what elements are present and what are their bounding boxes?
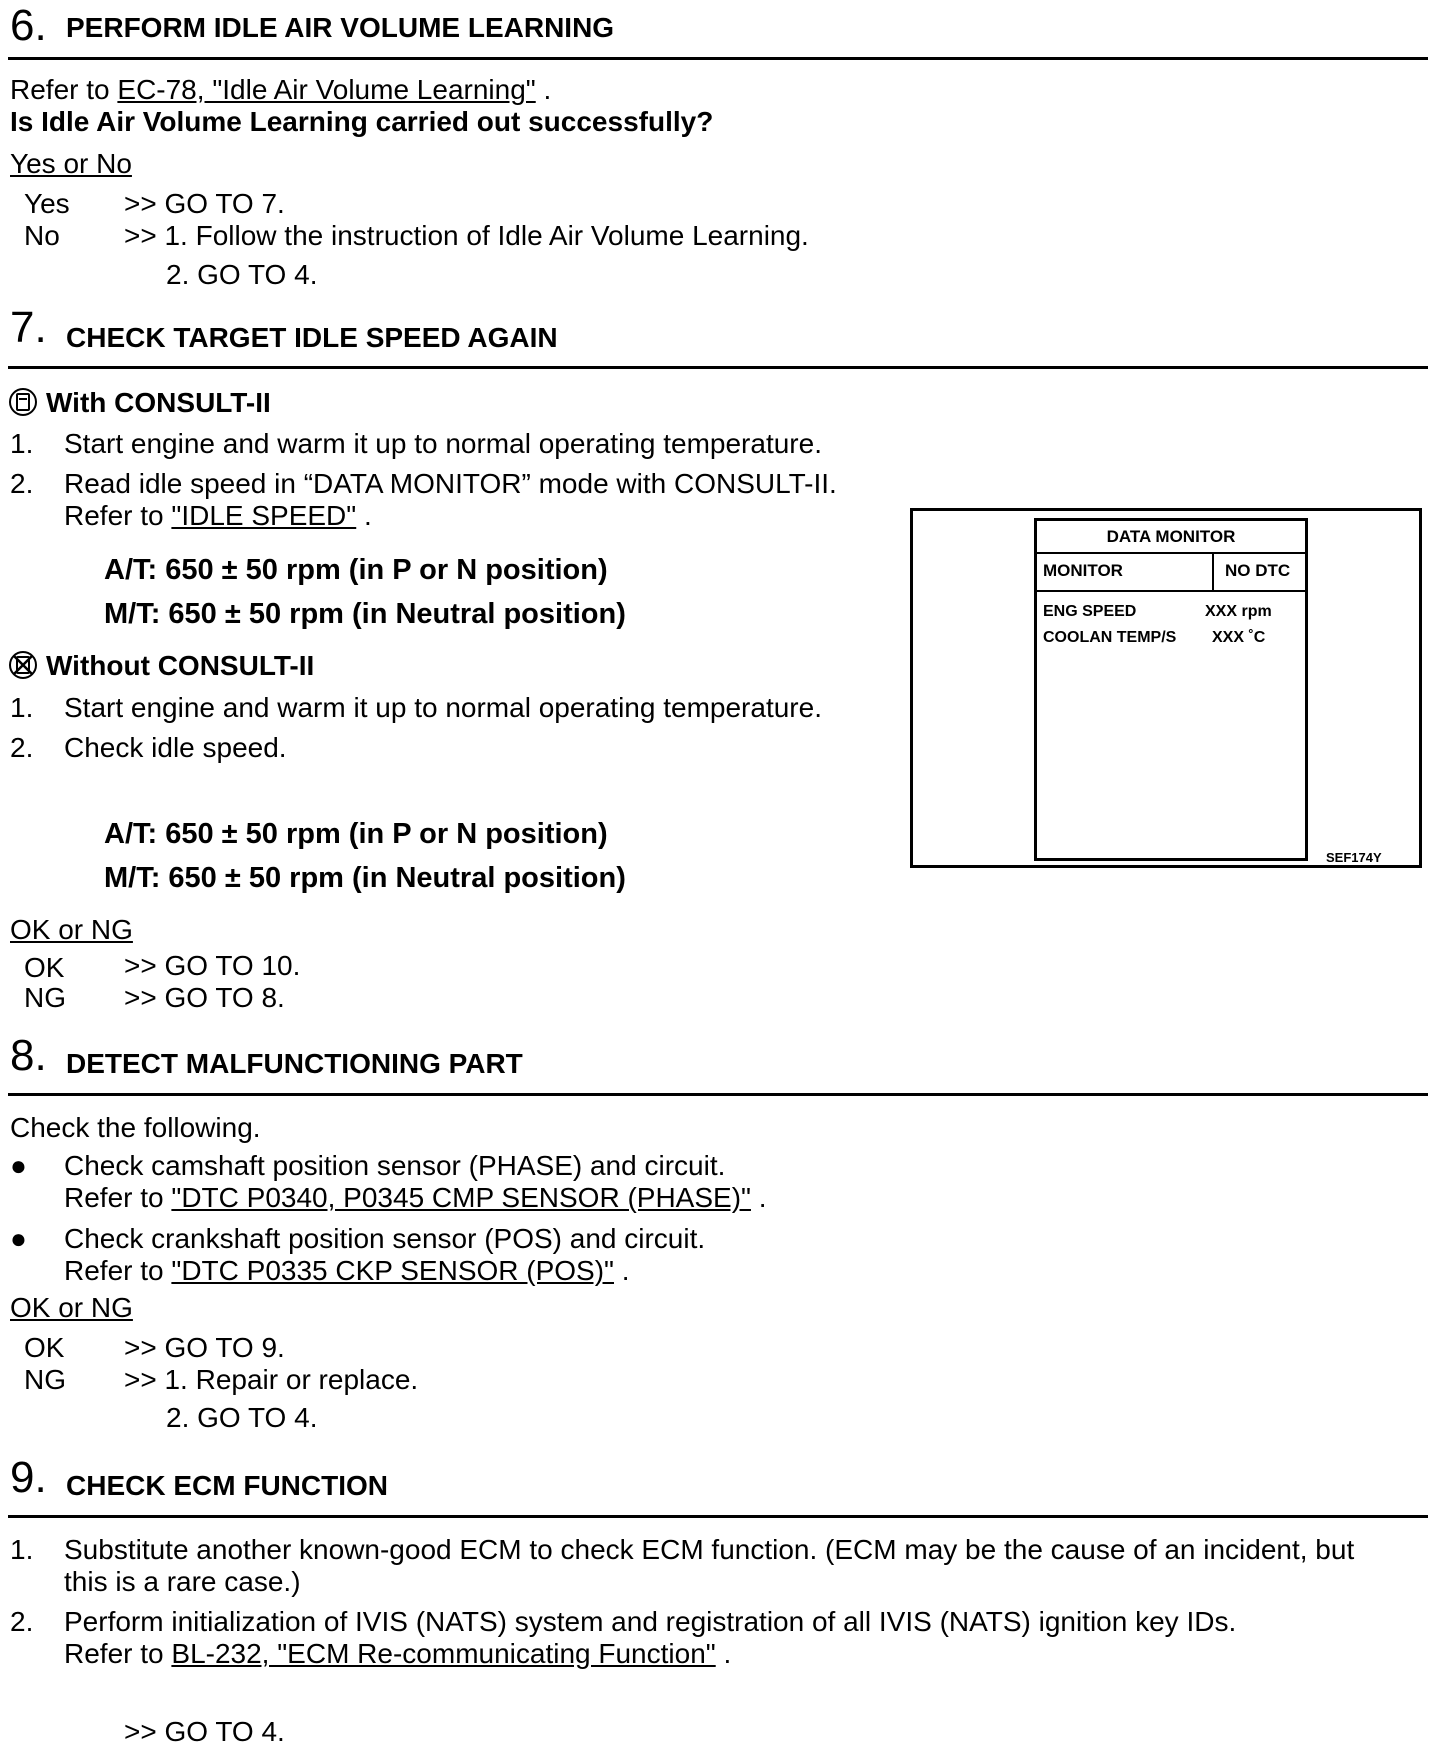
without-step-2-number: 2. <box>10 732 34 763</box>
step-8-choice-label: OK or NG <box>10 1292 133 1323</box>
step-6-no-action-2: 2. GO TO 4. <box>166 259 318 290</box>
data-monitor-screen <box>1034 518 1308 861</box>
ecm-step-1-text-cont: this is a rare case.) <box>64 1566 301 1597</box>
coolant-temp-label: COOLAN TEMP/S <box>1043 629 1177 646</box>
monitor-column-header: MONITOR <box>1043 561 1123 580</box>
step-8-ng-action-2: 2. GO TO 4. <box>166 1402 318 1433</box>
spec-mt-with-consult: M/T: 650 ± 50 rpm (in Neutral position) <box>104 598 626 630</box>
eng-speed-value: XXX rpm <box>1205 603 1272 620</box>
without-step-1-number: 1. <box>10 692 34 723</box>
header-separator <box>1212 552 1214 590</box>
step-7-ng-key: NG <box>24 982 66 1013</box>
step-6-divider <box>8 57 1428 60</box>
cmp-sensor-link[interactable]: "DTC P0340, P0345 CMP SENSOR (PHASE)" <box>171 1182 751 1213</box>
bullet-2-refer: Refer to "DTC P0335 CKP SENSOR (POS)" . <box>64 1255 630 1286</box>
figure-code: SEF174Y <box>1326 850 1382 865</box>
with-step-1-text: Start engine and warm it up to normal operating temperature. <box>64 428 822 459</box>
step-8-ok-key: OK <box>24 1332 65 1363</box>
with-step-2-text: Read idle speed in “DATA MONITOR” mode with CONSULT-II. <box>64 468 837 499</box>
bullet-2-text: Check crankshaft position sensor (POS) and circuit. <box>64 1223 706 1254</box>
step-8-ng-key: NG <box>24 1364 66 1395</box>
with-step-2-number: 2. <box>10 468 34 499</box>
step-6-no-action: >> 1. Follow the instruction of Idle Air Volume Learning. <box>124 220 809 251</box>
step-8-ok-action: >> GO TO 9. <box>124 1332 285 1363</box>
with-step-1-number: 1. <box>10 428 34 459</box>
with-consult-heading: With CONSULT-II <box>8 387 271 419</box>
step-9-number: 9. <box>10 1453 47 1502</box>
step-8-intro: Check the following. <box>10 1112 261 1143</box>
ecm-step-2-text: Perform initialization of IVIS (NATS) system and registration of all IVIS (NATS) ignition key IDs. <box>64 1606 1237 1637</box>
consult-icon <box>8 387 38 417</box>
spec-at-with-consult: A/T: 650 ± 50 rpm (in P or N position) <box>104 554 608 586</box>
spec-mt-without-consult: M/T: 650 ± 50 rpm (in Neutral position) <box>104 862 626 894</box>
eng-speed-label: ENG SPEED <box>1043 603 1137 620</box>
step-9-title: CHECK ECM FUNCTION <box>66 1470 388 1501</box>
without-consult-heading: Without CONSULT-II <box>8 650 314 682</box>
ecm-step-1-text: Substitute another known-good ECM to check ECM function. (ECM may be the cause of an incident, but <box>64 1534 1355 1565</box>
step-6-no-key: No <box>24 220 60 251</box>
no-dtc-column-header: NO DTC <box>1225 561 1291 580</box>
step-6-refer: Refer to EC-78, "Idle Air Volume Learning" . <box>10 74 552 105</box>
coolant-temp-value: XXX ˚C <box>1212 629 1266 646</box>
ecm-recommunicating-link[interactable]: BL-232, "ECM Re-communicating Function" <box>171 1638 716 1669</box>
step-6-question: Is Idle Air Volume Learning carried out successfully? <box>10 106 714 137</box>
bullet-1-text: Check camshaft position sensor (PHASE) and circuit. <box>64 1150 726 1181</box>
step-7-title: CHECK TARGET IDLE SPEED AGAIN <box>66 322 558 353</box>
bullet-1-refer: Refer to "DTC P0340, P0345 CMP SENSOR (PHASE)" . <box>64 1182 767 1213</box>
step-8-title: DETECT MALFUNCTIONING PART <box>66 1048 523 1079</box>
spec-at-without-consult: A/T: 650 ± 50 rpm (in P or N position) <box>104 818 608 850</box>
idle-air-volume-learning-link[interactable]: EC-78, "Idle Air Volume Learning" <box>117 74 536 105</box>
step-8-ng-action: >> 1. Repair or replace. <box>124 1364 419 1395</box>
ecm-step-1-number: 1. <box>10 1534 34 1565</box>
step-7-divider <box>8 366 1428 369</box>
step-7-number: 7. <box>10 303 47 352</box>
data-monitor-header <box>1037 552 1305 592</box>
step-9-final-action: >> GO TO 4. <box>124 1716 285 1747</box>
without-step-2-text: Check idle speed. <box>64 732 287 763</box>
bullet-2-marker: ● <box>10 1223 27 1254</box>
step-8-divider <box>8 1093 1428 1096</box>
step-6-yes-action: >> GO TO 7. <box>124 188 285 219</box>
step-6-choice-label: Yes or No <box>10 148 132 179</box>
step-7-choice-label: OK or NG <box>10 914 133 945</box>
ckp-sensor-link[interactable]: "DTC P0335 CKP SENSOR (POS)" <box>171 1255 614 1286</box>
without-step-1-text: Start engine and warm it up to normal operating temperature. <box>64 692 822 723</box>
with-step-2-refer: Refer to "IDLE SPEED" . <box>64 500 372 531</box>
ecm-step-2-refer: Refer to BL-232, "ECM Re-communicating Function" . <box>64 1638 732 1669</box>
step-9-divider <box>8 1515 1428 1518</box>
step-6-number: 6. <box>10 1 47 50</box>
step-8-number: 8. <box>10 1031 47 1080</box>
bullet-1-marker: ● <box>10 1150 27 1181</box>
data-monitor-title: DATA MONITOR <box>1037 521 1305 554</box>
step-6-title: PERFORM IDLE AIR VOLUME LEARNING <box>66 12 615 43</box>
idle-speed-link[interactable]: "IDLE SPEED" <box>171 500 357 531</box>
no-consult-icon <box>8 650 38 680</box>
step-7-ok-action: >> GO TO 10. <box>124 950 301 981</box>
ecm-step-2-number: 2. <box>10 1606 34 1637</box>
step-6-yes-key: Yes <box>24 188 70 219</box>
step-7-ng-action: >> GO TO 8. <box>124 982 285 1013</box>
step-7-ok-key: OK <box>24 952 65 983</box>
